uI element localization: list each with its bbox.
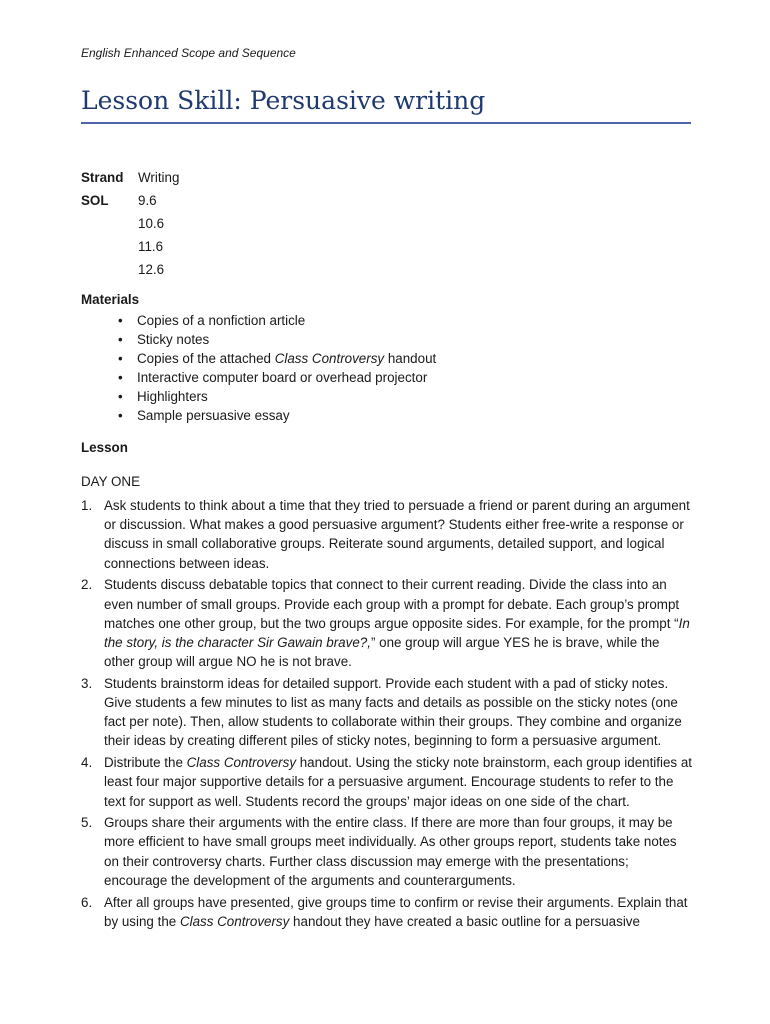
sol-row bbox=[81, 189, 179, 212]
list-item: • Highlighters bbox=[118, 389, 208, 404]
list-item: 6. After all groups have presented, give groups time to confirm or revise their arguments. Explain that by using the Class Controversy handout they have created a basic outline for a persuasive bbox=[81, 894, 688, 929]
bullet-icon: • bbox=[118, 332, 123, 347]
step-number: 2. bbox=[81, 577, 93, 593]
strand-row bbox=[81, 166, 179, 189]
bullet-icon: • bbox=[118, 351, 123, 366]
sol-value: 11.6 bbox=[138, 239, 164, 254]
list-item: • Copies of a nonfiction article bbox=[118, 313, 306, 328]
sol-value: 10.6 bbox=[138, 216, 165, 231]
sol-label: SOL bbox=[81, 193, 109, 208]
list-item: 1. Ask students to think about a time that they tried to persuade a friend or parent during an argument or discussion. What makes a good persuasive argument? Students either free-write a response or discuss in small collaborative groups. Reiterate sound arguments, detailed support, and logical connections between ideas. bbox=[81, 498, 690, 571]
list-item: 2. Students discuss debatable topics that connect to their current reading. Divide the class into an even number of small groups. Provide each group with a prompt for debate. Each group’s prompt matches one other group, but the two groups argue opposite sides. For example, for the prompt “In the story, is the character Sir Gawain brave?,” one group will argue YES he is brave, while the other group will argue NO he is not brave. bbox=[81, 577, 690, 670]
running-header: English Enhanced Scope and Sequence bbox=[81, 46, 296, 60]
day-heading: DAY ONE bbox=[81, 474, 141, 489]
sol-value: 12.6 bbox=[138, 262, 165, 277]
sol-row bbox=[81, 235, 179, 258]
list-item: • Interactive computer board or overhead projector bbox=[118, 370, 428, 385]
lesson-steps bbox=[81, 496, 693, 933]
step-number: 6. bbox=[81, 894, 93, 910]
bullet-icon: • bbox=[118, 408, 123, 423]
list-item: • Copies of the attached Class Controversy handout bbox=[118, 351, 437, 366]
list-item: • Sticky notes bbox=[118, 332, 210, 347]
step-number: 1. bbox=[81, 498, 93, 513]
sol-row bbox=[81, 258, 179, 281]
bullet-icon: • bbox=[118, 313, 123, 328]
strand-value: Writing bbox=[138, 170, 180, 185]
bullet-icon: • bbox=[118, 370, 123, 385]
materials-heading: Materials bbox=[81, 292, 140, 307]
lesson-heading: Lesson bbox=[81, 440, 128, 455]
list-item: 3. Students brainstorm ideas for detailed support. Provide each student with a pad of sticky notes. Give students a few minutes to list as many facts and details as possible on the sticky notes (one fact per note). Then, allow students to collaborate within their groups. They combine and organize their ideas by creating different piles of sticky notes, beginning to form a persuasive argument. bbox=[81, 675, 682, 749]
strand-label: Strand bbox=[81, 170, 124, 185]
sol-row bbox=[81, 212, 179, 235]
step-number: 5. bbox=[81, 815, 93, 831]
step-number: 3. bbox=[81, 675, 93, 691]
step-number: 4. bbox=[81, 755, 93, 771]
sol-value: 9.6 bbox=[138, 193, 157, 208]
page-title: Lesson Skill: Persuasive writing bbox=[81, 84, 691, 124]
list-item: 5. Groups share their arguments with the entire class. If there are more than four groups, it may be more efficient to have small groups meet individually. As other groups report, students take notes on their controversy charts. Further class discussion may emerge with the presentations; encourage the development of the arguments and counterarguments. bbox=[81, 815, 677, 888]
list-item: • Sample persuasive essay bbox=[118, 408, 290, 423]
materials-list bbox=[118, 311, 436, 425]
bullet-icon: • bbox=[118, 389, 123, 404]
lesson-meta bbox=[81, 166, 179, 281]
list-item: 4. Distribute the Class Controversy handout. Using the sticky note brainstorm, each group identifies at least four major supportive details for a persuasive argument. Encourage students to refer to the text for support as well. Students record the groups’ major ideas on one side of the chart. bbox=[81, 755, 693, 809]
